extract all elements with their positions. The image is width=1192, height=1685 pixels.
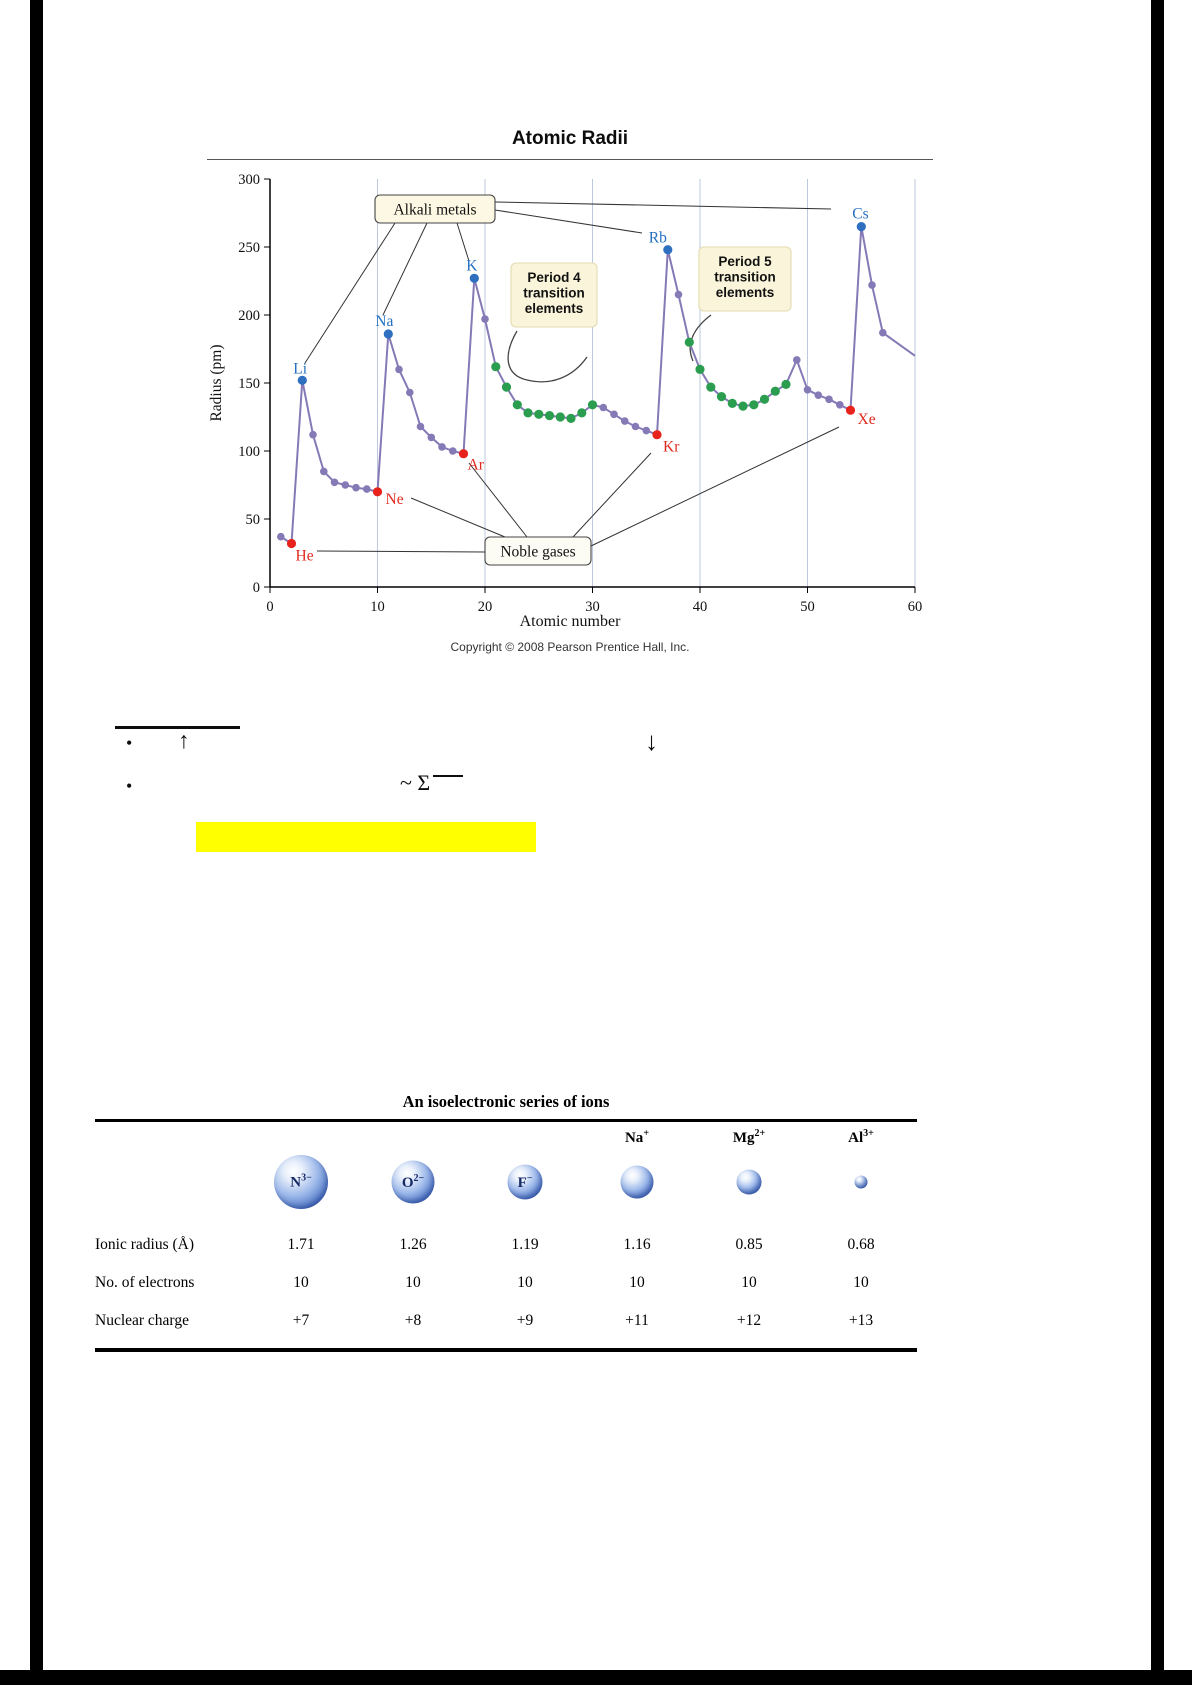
callout-line xyxy=(495,202,831,209)
point-V xyxy=(513,400,522,409)
callout-line xyxy=(573,453,651,537)
bullet-icon: • xyxy=(126,733,133,753)
period-4-label: elements xyxy=(524,301,584,316)
y-tick-label: 0 xyxy=(252,580,260,596)
overbar-line xyxy=(433,775,463,777)
ion-header-Mg xyxy=(693,1122,805,1226)
callout-line xyxy=(591,427,839,546)
point-Ag xyxy=(771,387,780,396)
sigma-text: ~ Σ xyxy=(400,770,431,795)
point-N xyxy=(342,481,350,489)
right-margin-bar xyxy=(1151,0,1164,1685)
element-label-Na: Na xyxy=(375,313,394,330)
ion-sphere-F xyxy=(508,1165,543,1200)
ion-header-N xyxy=(245,1122,357,1226)
x-tick-label: 60 xyxy=(907,599,923,615)
point-S xyxy=(438,443,446,451)
alkali-metals-label: Alkali metals xyxy=(393,201,477,219)
point-La xyxy=(879,329,887,337)
point-Tc xyxy=(728,399,737,408)
point-Rh xyxy=(749,400,758,409)
period-4-label: transition xyxy=(523,285,585,301)
period-4-label: Period 4 xyxy=(527,270,581,285)
value-electrons-Al: 10 xyxy=(853,1274,869,1291)
bottom-margin-bar xyxy=(0,1670,1192,1685)
ion-sphere-O xyxy=(392,1161,435,1204)
x-tick-label: 30 xyxy=(585,599,600,615)
value-electrons-N: 10 xyxy=(293,1274,309,1291)
value-nuclear_charge-O: +8 xyxy=(404,1312,422,1329)
callout-line xyxy=(411,498,505,537)
point-Nb xyxy=(706,383,715,392)
atomic-radii-chart xyxy=(205,165,935,617)
y-axis-label: Radius (pm) xyxy=(208,344,225,422)
ion-sphere-Mg xyxy=(737,1170,762,1195)
value-ionic_radius-O: 1.26 xyxy=(399,1236,427,1253)
y-tick-label: 250 xyxy=(238,240,260,256)
element-label-Ne: Ne xyxy=(385,490,404,508)
period-5-label: transition xyxy=(714,269,776,285)
point-Sr xyxy=(675,291,683,299)
up-arrow-icon: ↑ xyxy=(178,728,190,753)
point-F xyxy=(363,485,371,493)
ion-label-Al: $Al^{3+}$ xyxy=(848,1128,874,1146)
point-Br xyxy=(643,427,651,435)
point-Ni xyxy=(566,414,575,423)
period-5-label: elements xyxy=(715,285,775,300)
sigma-formula xyxy=(400,770,463,796)
value-ionic_radius-Al: 0.68 xyxy=(847,1236,875,1253)
table-bottom-rule xyxy=(95,1348,917,1352)
point-K xyxy=(470,274,479,283)
element-label-Cs: Cs xyxy=(852,205,869,223)
ion-label-Mg: $Mg^{2+}$ xyxy=(732,1128,766,1146)
point-Mn xyxy=(534,410,543,419)
value-nuclear_charge-Al: +13 xyxy=(848,1312,874,1329)
ion-label-F: F− xyxy=(517,1172,533,1191)
left-margin-bar xyxy=(30,0,43,1685)
point-Fe xyxy=(545,411,554,420)
value-electrons-O: 10 xyxy=(405,1274,421,1291)
point-Ga xyxy=(600,404,608,412)
point-I xyxy=(836,401,844,409)
point-Te xyxy=(825,396,833,404)
period-5-label: Period 5 xyxy=(718,254,772,269)
value-nuclear_charge-Na: +11 xyxy=(625,1312,649,1329)
ion-label-Na: Na+ xyxy=(624,1128,650,1146)
y-tick-label: 300 xyxy=(238,172,260,188)
table-row-label: Ionic radius (Å) xyxy=(95,1236,194,1253)
chart-title-rule xyxy=(207,159,933,160)
point-Pd xyxy=(760,395,769,404)
x-tick-label: 50 xyxy=(800,599,815,615)
point-C xyxy=(331,479,339,487)
y-tick-label: 200 xyxy=(238,308,260,324)
point-Mg xyxy=(395,366,403,374)
ion-sphere-Na xyxy=(621,1166,654,1199)
ion-label-O: $O^{2-}$ xyxy=(401,1172,425,1191)
point-Zn xyxy=(588,400,597,409)
table-title: An isoelectronic series of ions xyxy=(402,1092,610,1111)
point-H xyxy=(277,533,285,541)
x-tick-label: 40 xyxy=(692,599,708,615)
isoelectronic-series-table xyxy=(95,1092,917,1352)
y-tick-label: 100 xyxy=(238,444,260,460)
x-tick-label: 20 xyxy=(477,599,493,615)
callout-line xyxy=(383,223,427,315)
point-In xyxy=(793,356,801,364)
point-Cu xyxy=(577,408,586,417)
point-Na xyxy=(384,329,393,338)
point-Ba xyxy=(868,281,876,289)
point-Y xyxy=(685,338,694,347)
atomic-radii-figure xyxy=(205,128,935,654)
point-Ge xyxy=(610,411,618,419)
point-Ru xyxy=(738,402,747,411)
value-ionic_radius-Na: 1.16 xyxy=(623,1236,651,1253)
point-As xyxy=(621,417,629,425)
point-Se xyxy=(632,423,640,431)
callout-line xyxy=(495,210,642,233)
point-Si xyxy=(417,423,425,431)
y-tick-label: 50 xyxy=(245,512,260,528)
x-tick-label: 0 xyxy=(266,599,274,615)
value-electrons-F: 10 xyxy=(517,1274,533,1291)
ion-header-Na xyxy=(581,1122,693,1226)
value-nuclear_charge-Mg: +12 xyxy=(736,1312,762,1329)
value-ionic_radius-Mg: 0.85 xyxy=(735,1236,763,1253)
ion-sphere-Al xyxy=(855,1176,868,1189)
ion-sphere-N xyxy=(274,1155,328,1209)
point-Cs xyxy=(857,222,866,231)
element-label-Li: Li xyxy=(293,360,308,378)
table-corner-spacer xyxy=(95,1122,245,1226)
element-label-Kr: Kr xyxy=(663,438,680,456)
value-ionic_radius-F: 1.19 xyxy=(511,1236,539,1253)
point-Ne xyxy=(373,487,382,496)
yellow-highlight xyxy=(196,822,536,852)
x-tick-label: 10 xyxy=(370,599,385,615)
point-Sn xyxy=(804,386,812,394)
point-Mo xyxy=(717,392,726,401)
ion-header-Al xyxy=(805,1122,917,1226)
value-ionic_radius-N: 1.71 xyxy=(287,1236,315,1253)
value-electrons-Na: 10 xyxy=(629,1274,645,1291)
y-tick-label: 150 xyxy=(238,376,260,392)
ion-header-F xyxy=(469,1122,581,1226)
down-arrow-icon: ↓ xyxy=(645,727,658,756)
point-Sb xyxy=(815,391,823,399)
point-Cl xyxy=(449,447,457,455)
point-Al xyxy=(406,389,414,397)
point-Kr xyxy=(652,430,661,439)
element-label-Ar: Ar xyxy=(467,456,484,474)
table-row-label: No. of electrons xyxy=(95,1274,195,1291)
table-row-label: Nuclear charge xyxy=(95,1312,189,1329)
point-Zr xyxy=(695,365,704,374)
ion-header-O xyxy=(357,1122,469,1226)
point-O xyxy=(352,484,360,492)
callout-line xyxy=(317,551,485,552)
point-Xe xyxy=(846,406,855,415)
element-label-Rb: Rb xyxy=(648,229,667,247)
value-electrons-Mg: 10 xyxy=(741,1274,757,1291)
element-label-He: He xyxy=(295,547,314,565)
point-Co xyxy=(556,412,565,421)
point-B xyxy=(320,468,328,476)
bullet-icon: • xyxy=(126,776,133,796)
point-Be xyxy=(309,431,317,439)
point-Ca xyxy=(481,315,489,323)
value-nuclear_charge-N: +7 xyxy=(292,1312,310,1329)
callout-line xyxy=(457,223,469,261)
point-Cd xyxy=(781,380,790,389)
point-Cr xyxy=(523,408,532,417)
value-nuclear_charge-F: +9 xyxy=(516,1312,534,1329)
x-axis-label: Atomic number xyxy=(519,613,621,630)
chart-title: Atomic Radii xyxy=(511,128,629,149)
copyright-line: Copyright © 2008 Pearson Prentice Hall, Inc. xyxy=(450,640,690,654)
element-label-K: K xyxy=(466,257,478,275)
noble-gases-label: Noble gases xyxy=(500,543,576,561)
callout-brace xyxy=(508,331,587,382)
ion-label-N: $N^{3-}$ xyxy=(290,1172,312,1191)
point-Ti xyxy=(502,383,511,392)
table-grid xyxy=(95,1122,917,1348)
element-label-Xe: Xe xyxy=(857,411,876,429)
point-Sc xyxy=(491,362,500,371)
callout-line xyxy=(305,223,395,363)
point-P xyxy=(428,434,436,442)
